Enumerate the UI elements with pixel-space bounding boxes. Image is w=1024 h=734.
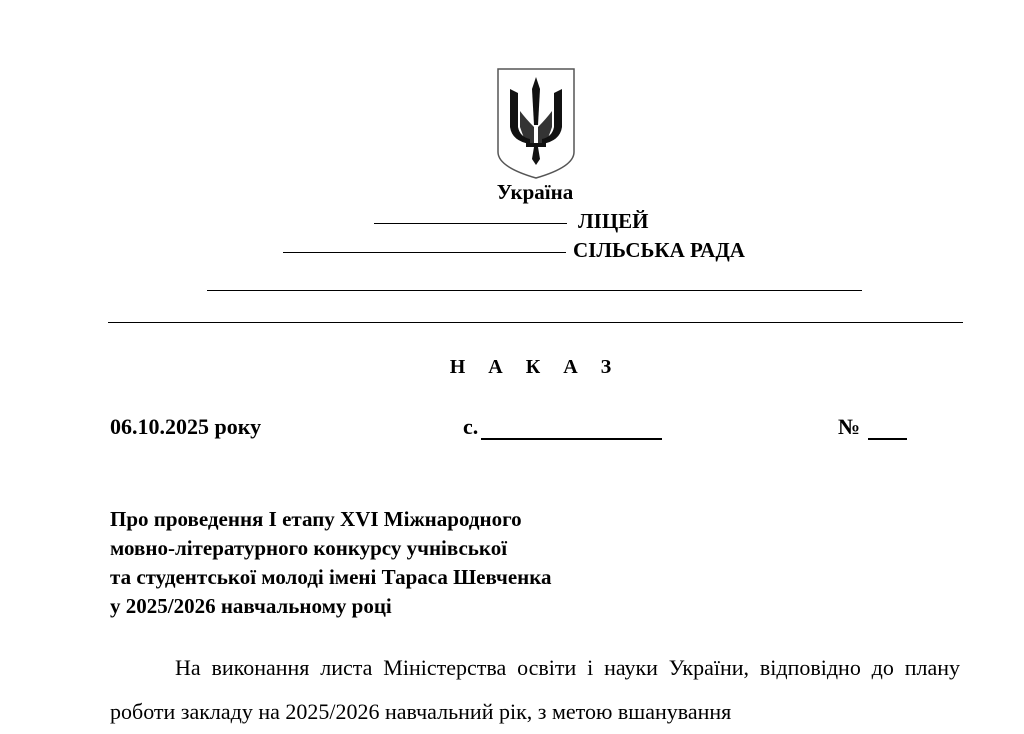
title-line: та студентської молоді імені Тараса Шевченка bbox=[110, 565, 552, 589]
body-paragraph: На виконання листа Міністерства освіти і науки України, відповідно до плану роботи закладу на 2025/2026 навчальний рік, з метою вшанування bbox=[110, 655, 960, 724]
title-line: Про проведення І етапу XVІ Міжнародного bbox=[110, 507, 522, 531]
order-date: 06.10.2025 року bbox=[110, 414, 262, 439]
village-blank bbox=[481, 438, 662, 440]
order-number-blank bbox=[868, 438, 907, 440]
school-suffix: ЛІЦЕЙ bbox=[578, 209, 649, 233]
title-line: мовно-літературного конкурсу учнівської bbox=[110, 536, 508, 560]
header-divider-long bbox=[108, 322, 963, 323]
order-number-label: № bbox=[838, 414, 861, 439]
council-suffix: СІЛЬСЬКА РАДА bbox=[573, 238, 745, 262]
title-line: у 2025/2026 навчальному році bbox=[110, 594, 392, 618]
order-title bbox=[110, 505, 552, 621]
document-type: Н А К А З bbox=[449, 356, 621, 378]
village-label: с. bbox=[463, 414, 479, 439]
school-name-blank bbox=[374, 223, 567, 224]
coat-of-arms-tryzub-icon bbox=[496, 67, 576, 180]
header-divider-short bbox=[207, 290, 862, 291]
country-name: Україна bbox=[496, 180, 574, 204]
council-name-blank bbox=[283, 252, 566, 253]
